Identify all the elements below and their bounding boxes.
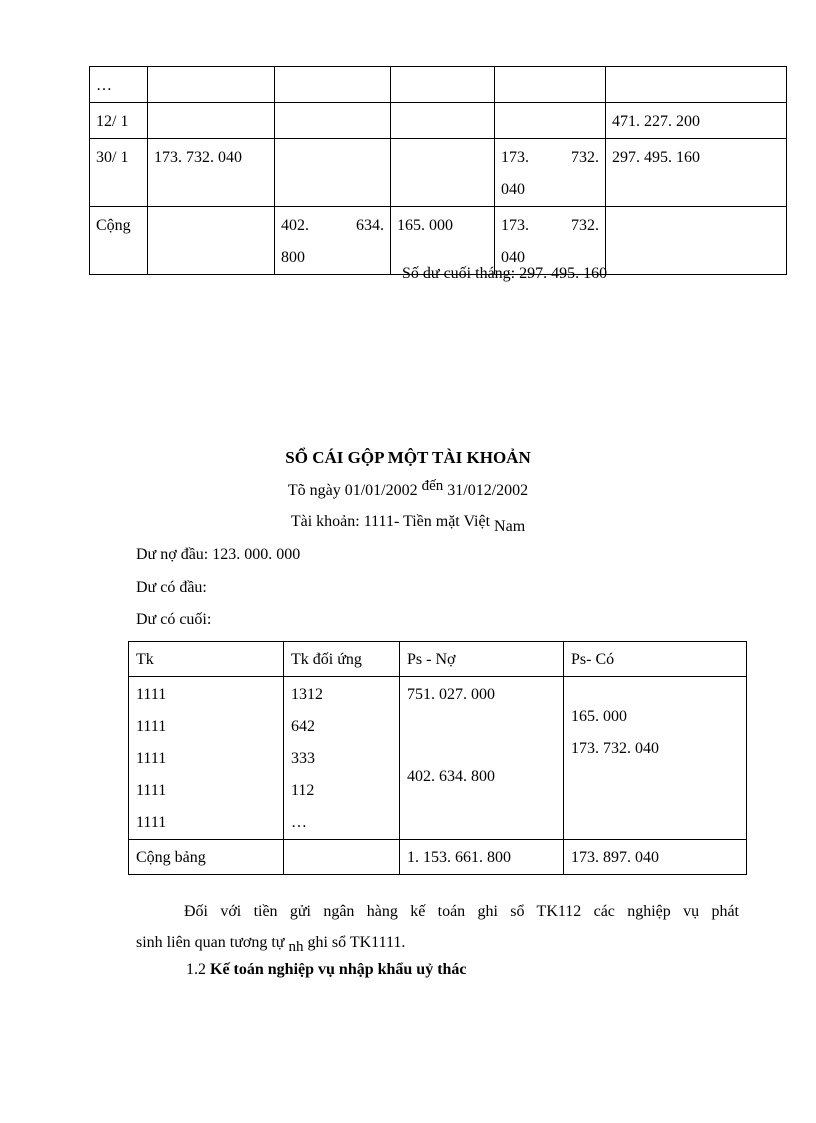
debit-column [400, 677, 564, 840]
list-item: 1111 [136, 718, 167, 735]
ledger-balance: 471. 227. 200 [606, 103, 787, 139]
ledger-cell [391, 103, 495, 139]
total-label: Cộng bảng [129, 840, 284, 875]
ledger-amount [275, 207, 391, 275]
ledger-debit: 173. 732. 040 [148, 139, 275, 207]
column-header: Tk đối ứng [284, 642, 400, 677]
ledger-balance: 297. 495. 160 [606, 139, 787, 207]
ledger-date: 30/ 1 [90, 139, 148, 207]
list-item: 165. 000 [571, 708, 627, 725]
to-date: 31/012/2002 [447, 482, 529, 499]
table-total-row [129, 840, 747, 875]
body-paragraph [136, 896, 739, 959]
list-item: 1111 [136, 814, 167, 831]
total-debit: 1. 153. 661. 800 [400, 840, 564, 875]
ledger-amount: 165. 000 [391, 207, 495, 275]
total-credit: 173. 897. 040 [564, 840, 747, 875]
from-label: Tõ ngày [287, 482, 341, 499]
credit-column [564, 677, 747, 840]
ledger-cell [495, 103, 606, 139]
ledger-date: 12/ 1 [90, 103, 148, 139]
date-range [0, 478, 816, 500]
list-item: 112 [291, 782, 315, 799]
account-line [0, 513, 816, 535]
table-row [90, 139, 787, 207]
list-item: 1111 [136, 686, 167, 703]
paragraph-text: nh [288, 939, 304, 955]
paragraph-line [136, 927, 739, 959]
ledger-cell [606, 207, 787, 275]
account-column [129, 677, 284, 840]
section-title: Kế toán nghiệp vụ nhập khẩu uỷ thác [210, 961, 467, 978]
ledger-cell [606, 67, 787, 103]
table-header-row [129, 642, 747, 677]
amount-part: 732. [571, 149, 599, 166]
from-date: 01/01/2002 [344, 482, 418, 499]
section-number: 1.2 [186, 961, 206, 978]
list-item: 1111 [136, 782, 167, 799]
opening-debit: Dư nợ đầu: 123. 000. 000 [136, 546, 301, 563]
ledger-table [89, 66, 787, 275]
amount-part: 800 [281, 249, 305, 266]
closing-credit: Dư có cuối: [136, 611, 212, 628]
paragraph-line: Đối với tiền gửi ngân hàng kế toán ghi sổ TK112 các nghiệp vụ phát [184, 903, 739, 920]
ledger-cell [391, 139, 495, 207]
closing-balance: Số dư cuối tháng: 297. 495. 160 [402, 265, 608, 282]
ledger-cell [495, 67, 606, 103]
list-item: 173. 732. 040 [571, 740, 659, 757]
list-item: 642 [291, 718, 315, 735]
section-heading [186, 961, 467, 979]
ledger-cell [275, 67, 391, 103]
amount-part: 402. [281, 217, 309, 234]
ledger-cell [148, 207, 275, 275]
amount-part: 040 [501, 249, 525, 266]
table-cell [284, 840, 400, 875]
amount-part: 732. [571, 217, 599, 234]
ledger-amount [495, 139, 606, 207]
to-label: đến [421, 478, 444, 494]
table-row [90, 67, 787, 103]
opening-credit: Dư có đầu: [136, 579, 207, 596]
column-header: Ps- Có [564, 642, 747, 677]
page-title: SỔ CÁI GỘP MỘT TÀI KHOẢN [285, 448, 531, 467]
ledger-cell [275, 103, 391, 139]
list-item: 402. 634. 800 [407, 768, 495, 785]
amount-part: 634. [356, 217, 384, 234]
table-row [90, 103, 787, 139]
list-item: 1312 [291, 686, 323, 703]
counter-account-column [284, 677, 400, 840]
amount-part: 173. [501, 149, 529, 166]
paragraph-text: ghi sổ TK1111. [307, 934, 406, 951]
paragraph-text: sinh liên quan tương tự [136, 934, 285, 951]
ledger-cell [391, 67, 495, 103]
ledger-cell [148, 67, 275, 103]
column-header: Ps - Nợ [400, 642, 564, 677]
amount-part: 173. [501, 217, 529, 234]
summary-table [128, 641, 747, 875]
list-item: 751. 027. 000 [407, 686, 495, 703]
account-name-tail: Nam [494, 518, 526, 535]
list-item: … [291, 814, 307, 831]
ledger-cell: … [90, 67, 148, 103]
list-item: 333 [291, 750, 315, 767]
ledger-cell [148, 103, 275, 139]
ledger-total-label: Cộng [90, 207, 148, 275]
amount-part: 040 [501, 181, 525, 198]
ledger-cell [275, 139, 391, 207]
column-header: Tk [129, 642, 284, 677]
list-item: 1111 [136, 750, 167, 767]
table-row [129, 677, 747, 840]
account-name: Tài khoản: 1111- Tiền mặt Việt [290, 513, 491, 530]
